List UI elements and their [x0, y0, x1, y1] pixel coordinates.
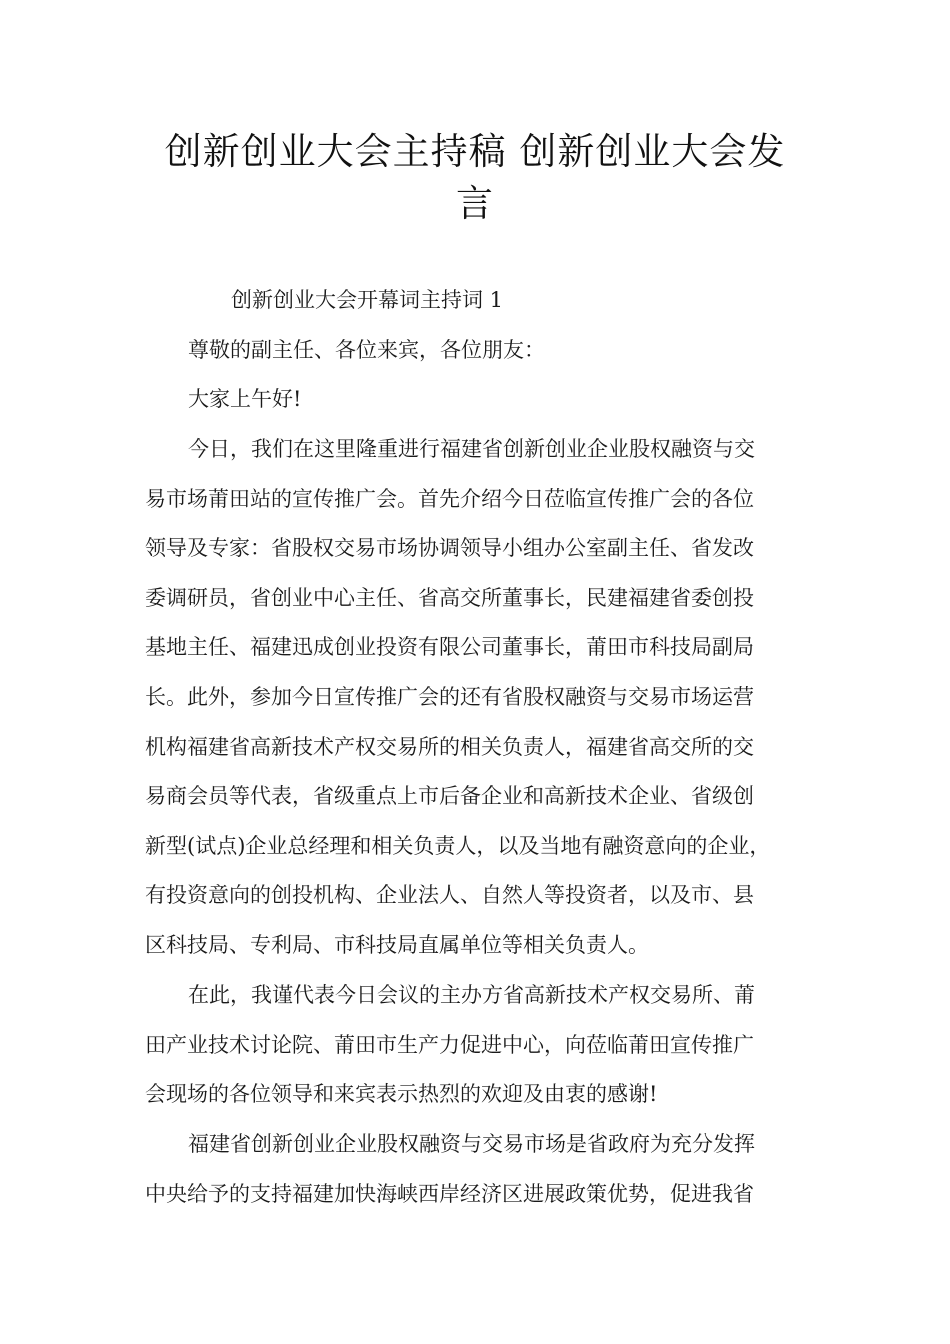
paragraph-line: 易市场莆田站的宣传推广会。首先介绍今日莅临宣传推广会的各位 [145, 486, 754, 511]
paragraph-line: 福建省创新创业企业股权融资与交易市场是省政府为充分发挥 [188, 1132, 755, 1156]
paragraph-line: 田产业技术讨论院、莆田市生产力促进中心，向莅临莆田宣传推广 [145, 1032, 754, 1057]
paragraph-line: 区科技局、专利局、市科技局直属单位等相关负责人。 [145, 932, 649, 957]
paragraph-line: 会现场的各位领导和来宾表示热烈的欢迎及由衷的感谢! [145, 1082, 658, 1107]
paragraph-line: 领导及专家：省股权交易市场协调领导小组办公室副主任、省发改 [145, 536, 754, 561]
paragraph-line: 今日，我们在这里隆重进行福建省创新创业企业股权融资与交 [188, 437, 755, 461]
paragraph-line: 机构福建省高新技术产权交易所的相关负责人，福建省高交所的交 [145, 734, 754, 759]
paragraph-salutation [145, 334, 825, 384]
paragraph-welcome [145, 979, 825, 1128]
paragraph-line: 新型(试点)企业总经理和相关负责人，以及当地有融资意向的企业， [145, 833, 771, 858]
paragraph-introduction [145, 433, 825, 979]
document-title-line-2: 言 [456, 182, 494, 225]
document-subtitle: 创新创业大会开幕词主持词 1 [231, 288, 504, 312]
paragraph-line: 易商会员等代表，省级重点上市后备企业和高新技术企业、省级创 [145, 784, 754, 809]
paragraph-line: 有投资意向的创投机构、企业法人、自然人等投资者，以及市、县 [145, 883, 754, 908]
paragraph-line: 大家上午好! [188, 387, 302, 411]
paragraph-line: 中央给予的支持福建加快海峡西岸经济区进展政策优势，促进我省 [145, 1181, 754, 1206]
paragraph-line: 尊敬的副主任、各位来宾，各位朋友： [188, 338, 545, 362]
document-title-line-1: 创新创业大会主持稿 创新创业大会发 [164, 130, 786, 173]
paragraph-line: 委调研员，省创业中心主任、省高交所董事长，民建福建省委创投 [145, 585, 754, 610]
paragraph-greeting [145, 383, 825, 433]
paragraph-line: 长。此外，参加今日宣传推广会的还有省股权融资与交易市场运营 [145, 684, 754, 709]
paragraph-market-intro [145, 1128, 825, 1227]
paragraph-line: 在此，我谨代表今日会议的主办方省高新技术产权交易所、莆 [188, 983, 755, 1007]
paragraph-line: 基地主任、福建迅成创业投资有限公司董事长，莆田市科技局副局 [145, 635, 754, 660]
